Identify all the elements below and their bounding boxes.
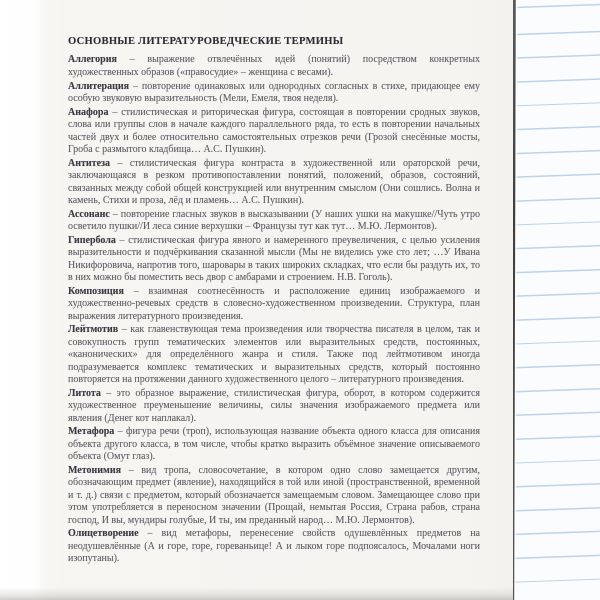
term-name: Гипербола <box>68 234 116 246</box>
term-name: Метонимия <box>68 464 122 476</box>
term-definition: – фигура речи (троп), использующая название объекта одного класса для описания объекта другого класса, в том числе, чтобы кратко выразить объёмное значение описываемого объекта (Омут глаз). <box>68 426 481 463</box>
page-title: ОСНОВНЫЕ ЛИТЕРАТУРОВЕДЧЕСКИЕ ТЕРМИНЫ <box>68 36 344 47</box>
page-content <box>68 36 480 567</box>
term-entry <box>68 388 480 425</box>
term-definition: – повторение одинаковых или однородных согласных в стихе, придающее ему особую звуковую выразительность (Мели, Емеля, твоя неделя). <box>68 80 480 104</box>
term-definition: – как главенствующая тема произведения или творчества писателя в целом, так и совокупность групп тематических элементов или выразительных средств, постоянных, «канонических» для определённого жанра и стиля. Также под лейтмотивом иногда подразумевается комплекс тематических и выразительных средств, который постоянно повторяется на протяжении данного художественного целого – литературного произведения. <box>68 324 480 386</box>
term-definition: – стилистическая фигура контраста в художественной или ораторской речи, заключающаяся в резком противопоставлении понятий, положений, образов, состояний, связанных между собой общей конструкцией или внутренним смыслом (Они сошлись. Волна и камень, Стихи и проза, лёд и пламень… А.С. Пушкин). <box>68 157 480 206</box>
notebook-page <box>512 0 600 600</box>
term-definition: – это образное выражение, стилистическая фигура, оборот, в котором содержится художественное преуменьшение величины, силы значения изображаемого предмета или явления (Денег кот наплакал). <box>68 387 481 424</box>
term-definition: – вид метафоры, перенесение свойств одушевлённых предметов на неодушевлённые (А и горе, горе, гореваньице! А и лыком горе подпоясалось, Мочалами ноги изопутаны). <box>68 528 480 565</box>
page-bottom-shadow <box>0 587 513 600</box>
term-name: Литота <box>68 387 101 399</box>
term-definition: – стилистическая и риторическая фигура, состоящая в повторении сродных звуков, слова или группы слов в начале каждого параллельного ряда, то есть в повторении начальных частей двух и более относительно самостоятельных отрезков речи (Грозой снесённые мосты, Гроба с размытого кладбища… А.С. Пушкин). <box>68 106 480 155</box>
term-entry <box>68 426 480 463</box>
term-entry <box>68 81 480 106</box>
term-name: Антитеза <box>68 157 111 169</box>
term-definition: – взаимная соотнесённость и расположение единиц изображаемого и художественно-речевых средств в словесно-художественном произведении. Структура, план выражения литературного произведения. <box>68 285 480 322</box>
term-definition: – повторение гласных звуков в высказывании (У наших ушки на макушке//Чуть утро осветило пушки//И леса синие верхушки – Французы тут как тут… М.Ю. Лермонтов). <box>68 208 481 233</box>
term-name: Ассонанс <box>68 208 110 220</box>
term-entry <box>68 158 480 208</box>
term-entry <box>68 235 480 285</box>
term-entry <box>68 528 480 565</box>
term-definition: – выражение отвлечённых идей (понятий) посредством конкретных художественных образов («правосудие» – женщина с весами). <box>68 54 481 78</box>
term-entry <box>68 54 480 79</box>
term-entry <box>68 209 480 234</box>
term-entry <box>68 324 480 386</box>
term-definition: – стилистическая фигура явного и намеренного преувеличения, с целью усиления выразительности и подчёркивания сказанной мысли (Мы не виделись уже сто лет; …У Ивана Никифоровича, напротив того, шаровары в таких широких складках, что если бы раздуть их, то в них можно бы поместить весь двор с амбарами и строением. Н.В. Гоголь). <box>68 234 481 284</box>
term-name: Олицетворение <box>68 528 139 540</box>
terms-list <box>68 54 480 565</box>
term-entry <box>68 465 480 527</box>
term-entry <box>68 286 480 323</box>
term-entry <box>68 107 480 157</box>
term-name: Аллегория <box>68 54 117 66</box>
term-definition: – вид тропа, словосочетание, в котором одно слово замещается другим, обозначающим предмет (явление), находящийся в той или иной (пространственной, временной и т. д.) связи с предметом, который обозначается замещаемым словом. Замещающее слово при этом употребляется в переносном значении (Прощай, немытая Россия, Страна рабов, страна господ, И вы, мундиры голубые, И ты, им преданный народ… М.Ю. Лермонтов). <box>68 464 480 526</box>
notebook-ruled-lines <box>512 0 600 600</box>
term-name: Анафора <box>68 106 109 118</box>
term-name: Метафора <box>68 426 115 438</box>
term-name: Композиция <box>68 285 124 297</box>
term-name: Аллитерация <box>68 80 130 92</box>
term-name: Лейтмотив <box>68 324 119 336</box>
